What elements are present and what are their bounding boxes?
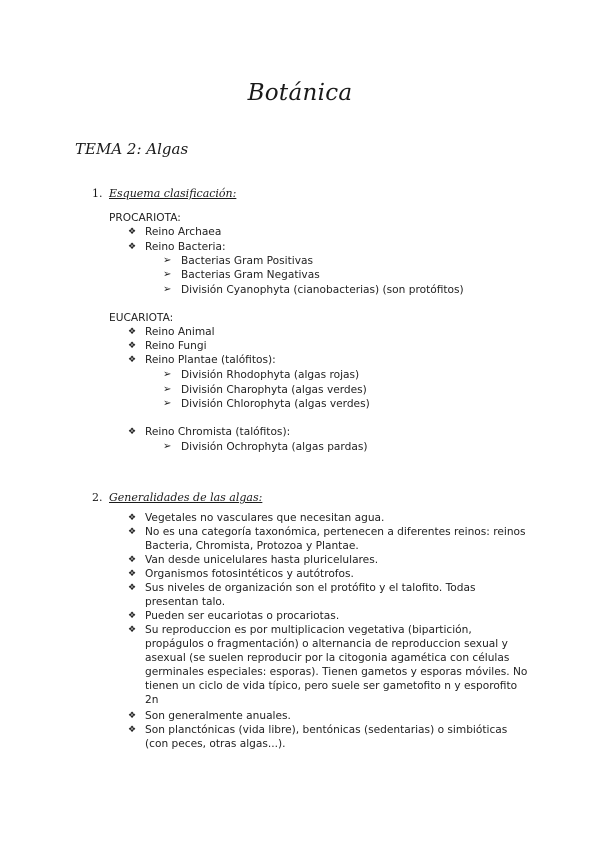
section-1-title: Esquema clasificación: — [109, 187, 237, 200]
list-item: Reino Animal — [145, 326, 215, 338]
section-2-title: Generalidades de las algas: — [109, 491, 263, 504]
arrow-bullet-icon: ➢ — [163, 269, 172, 280]
list-item: Su reproduccion es por multiplicacion vegetativa (bipartición, propágulos o fragmentación) o alternancia de reproduccion sexual y asexual (se suelen reproducir por la citogonia agamética con células germinales especiales: esporas). Tienen gametos y esporas móviles. No tienen un ciclo de vida típico, pero suele ser gametofito n y esporofito 2n — [145, 624, 528, 706]
list-item: División Ochrophyta (algas pardas) — [181, 441, 368, 453]
diamond-bullet-icon: ❖ — [128, 583, 137, 593]
section-2-heading — [92, 491, 262, 504]
list-item: Organismos fotosintéticos y autótrofos. — [145, 568, 354, 580]
list-item: Son planctónicas (vida libre), bentónicas (sedentarias) o simbióticas (con peces, otras algas...). — [145, 724, 508, 750]
list-item: División Chlorophyta (algas verdes) — [181, 398, 370, 410]
arrow-bullet-icon: ➢ — [163, 255, 172, 266]
diamond-bullet-icon: ❖ — [128, 327, 137, 337]
eucariota-label: EUCARIOTA: — [109, 312, 174, 324]
section-2-number: 2. — [92, 491, 103, 504]
list-item: Sus niveles de organización son el protófito y el talofito. Todas presentan talo. — [145, 582, 476, 608]
diamond-bullet-icon: ❖ — [128, 427, 137, 437]
diamond-bullet-icon: ❖ — [128, 569, 137, 579]
section-1-number: 1. — [92, 187, 103, 200]
list-item: División Charophyta (algas verdes) — [181, 384, 367, 396]
page-title: Botánica — [247, 80, 353, 106]
arrow-bullet-icon: ➢ — [163, 441, 172, 452]
diamond-bullet-icon: ❖ — [128, 625, 137, 635]
list-item: Reino Chromista (talófitos): — [145, 426, 291, 438]
diamond-bullet-icon: ❖ — [128, 555, 137, 565]
list-item: Reino Archaea — [145, 226, 222, 238]
arrow-bullet-icon: ➢ — [163, 369, 172, 380]
list-item: Vegetales no vasculares que necesitan agua. — [145, 512, 385, 524]
diamond-bullet-icon: ❖ — [128, 725, 137, 735]
diamond-bullet-icon: ❖ — [128, 611, 137, 621]
procariota-label: PROCARIOTA: — [109, 212, 181, 224]
diamond-bullet-icon: ❖ — [128, 227, 137, 237]
tema-heading: TEMA 2: Algas — [75, 140, 189, 158]
diamond-bullet-icon: ❖ — [128, 527, 137, 537]
diamond-bullet-icon: ❖ — [128, 341, 137, 351]
list-item: Bacterias Gram Positivas — [181, 255, 314, 267]
arrow-bullet-icon: ➢ — [163, 398, 172, 409]
list-item: No es una categoría taxonómica, pertenecen a diferentes reinos: reinos Bacteria, Chromista, Protozoa y Plantae. — [145, 526, 526, 552]
list-item: Van desde unicelulares hasta pluricelulares. — [145, 554, 379, 566]
list-item: Reino Bacteria: — [145, 241, 226, 253]
diamond-bullet-icon: ❖ — [128, 242, 137, 252]
list-item: Son generalmente anuales. — [145, 710, 291, 722]
list-item: Pueden ser eucariotas o procariotas. — [145, 610, 340, 622]
list-item: Reino Plantae (talófitos): — [145, 354, 276, 366]
section-1-heading — [92, 187, 236, 200]
list-item: División Cyanophyta (cianobacterias) (son protófitos) — [181, 284, 464, 296]
arrow-bullet-icon: ➢ — [163, 284, 172, 295]
diamond-bullet-icon: ❖ — [128, 711, 137, 721]
list-item: División Rhodophyta (algas rojas) — [181, 369, 360, 381]
list-item: Reino Fungi — [145, 340, 207, 352]
diamond-bullet-icon: ❖ — [128, 513, 137, 523]
list-item: Bacterias Gram Negativas — [181, 269, 320, 281]
diamond-bullet-icon: ❖ — [128, 355, 137, 365]
arrow-bullet-icon: ➢ — [163, 384, 172, 395]
